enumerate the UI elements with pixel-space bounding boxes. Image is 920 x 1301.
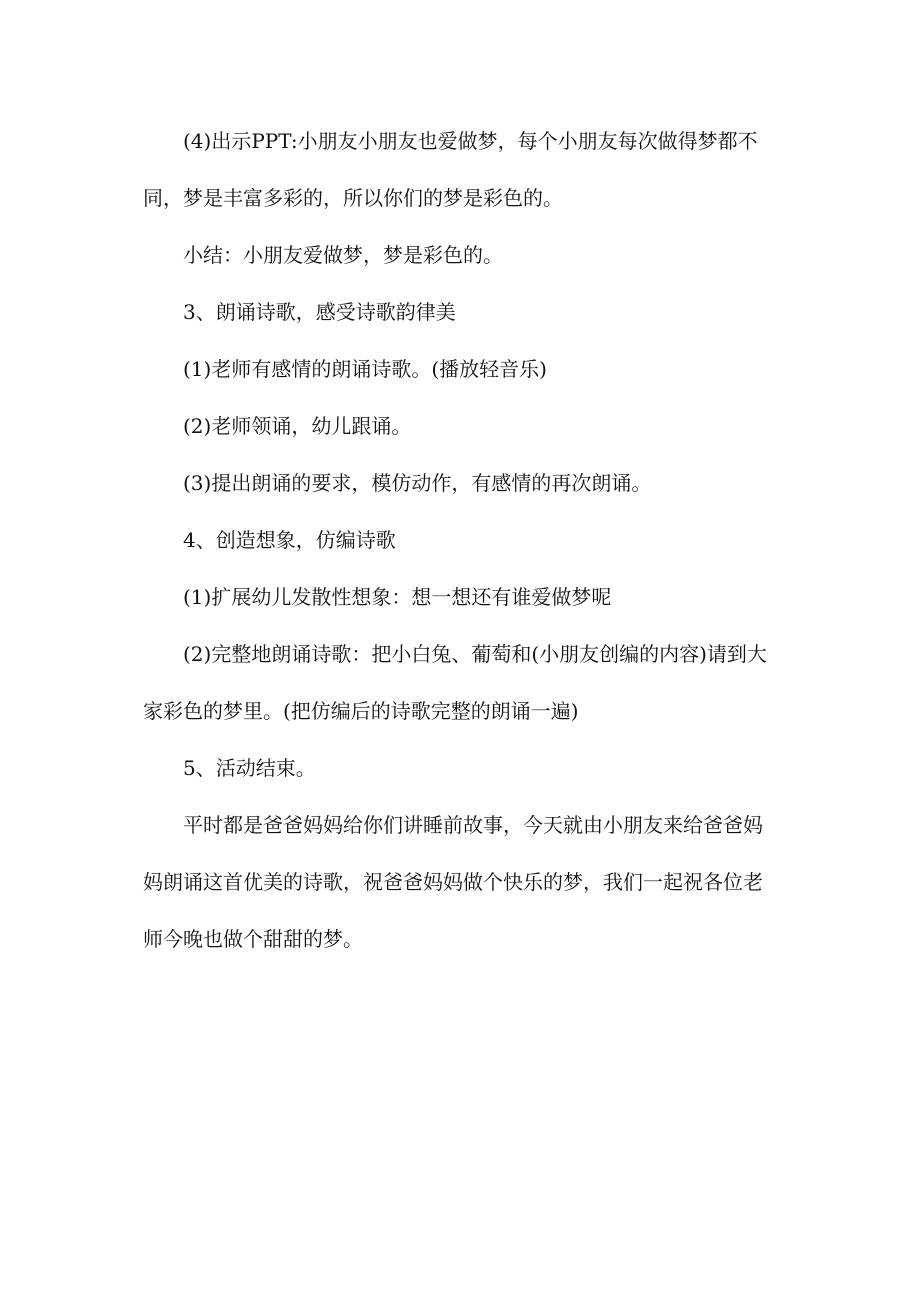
section-heading-4: 4、创造想象，仿编诗歌	[183, 528, 396, 552]
paragraph-step-2-lead: (2)老师领诵，幼儿跟诵。	[183, 414, 412, 438]
paragraph-step-1-recite: (1)老师有感情的朗诵诗歌。(播放轻音乐)	[183, 357, 547, 381]
paragraph-step-3-requirements: (3)提出朗诵的要求，模仿动作，有感情的再次朗诵。	[183, 471, 652, 495]
section-heading-5: 5、活动结束。	[183, 756, 316, 780]
document-body	[143, 113, 775, 968]
paragraph-step-1-imagination: (1)扩展幼儿发散性想象：想一想还有谁爱做梦呢	[183, 585, 612, 609]
paragraph-closing: 平时都是爸爸妈妈给你们讲睡前故事，今天就由小朋友来给爸爸妈妈朗诵这首优美的诗歌，祝爸爸妈妈做个快乐的梦，我们一起祝各位老师今晚也做个甜甜的梦。	[143, 813, 763, 951]
section-heading-3: 3、朗诵诗歌，感受诗歌韵律美	[183, 300, 456, 324]
paragraph-step-2-complete-recite: (2)完整地朗诵诗歌：把小白兔、葡萄和(小朋友创编的内容)请到大家彩色的梦里。(把仿编后的诗歌完整的朗诵一遍)	[143, 642, 767, 723]
paragraph-step-4-ppt: (4)出示PPT:小朋友小朋友也爱做梦，每个小朋友每次做得梦都不同，梦是丰富多彩的，所以你们的梦是彩色的。	[143, 129, 758, 210]
paragraph-summary: 小结：小朋友爱做梦，梦是彩色的。	[183, 243, 503, 267]
